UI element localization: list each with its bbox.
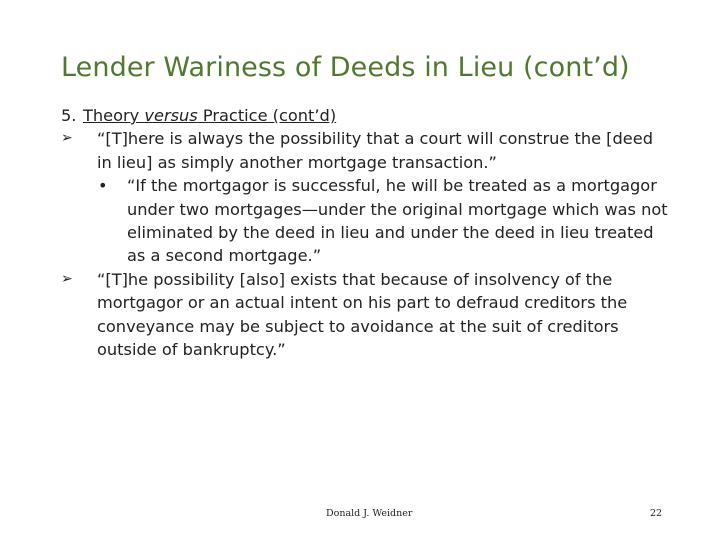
dot-bullet-icon: • <box>98 176 108 196</box>
section-title-post: Practice (cont’d) <box>197 106 337 125</box>
section-number: 5. <box>61 106 77 125</box>
sub-list-item <box>61 174 671 268</box>
list-item <box>61 127 671 174</box>
section-title-pre: Theory <box>83 106 145 125</box>
section-heading <box>61 104 671 127</box>
sub-list-item-text: “If the mortgagor is successful, he will be treated as a mortgagor under two mortgages—under the original mortgage which was not eliminated by the deed in lieu and under the deed in lieu treated as a second mortgage.” <box>127 176 668 266</box>
section-title-emph: versus <box>144 106 198 125</box>
page-number: 22 <box>650 508 663 519</box>
list-item-text: “[T]here is always the possibility that a court will construe the [deed in lieu] as simply another mortgage transaction.” <box>97 129 653 172</box>
list-item-text: “[T]he possibility [also] exists that because of insolvency of the mortgagor or an actual intent on his part to defraud creditors the conveyance may be subject to avoidance at the suit of creditors outside of bankruptcy.” <box>97 269 628 360</box>
list-item <box>61 268 671 362</box>
arrow-bullet-icon: ➢ <box>61 270 73 287</box>
arrow-bullet-icon: ➢ <box>61 130 73 147</box>
slide-title: Lender Wariness of Deeds in Lieu (cont’d) <box>61 52 630 83</box>
footer-author: Donald J. Weidner <box>326 508 413 519</box>
section-title <box>83 106 336 125</box>
slide-body <box>61 104 671 361</box>
